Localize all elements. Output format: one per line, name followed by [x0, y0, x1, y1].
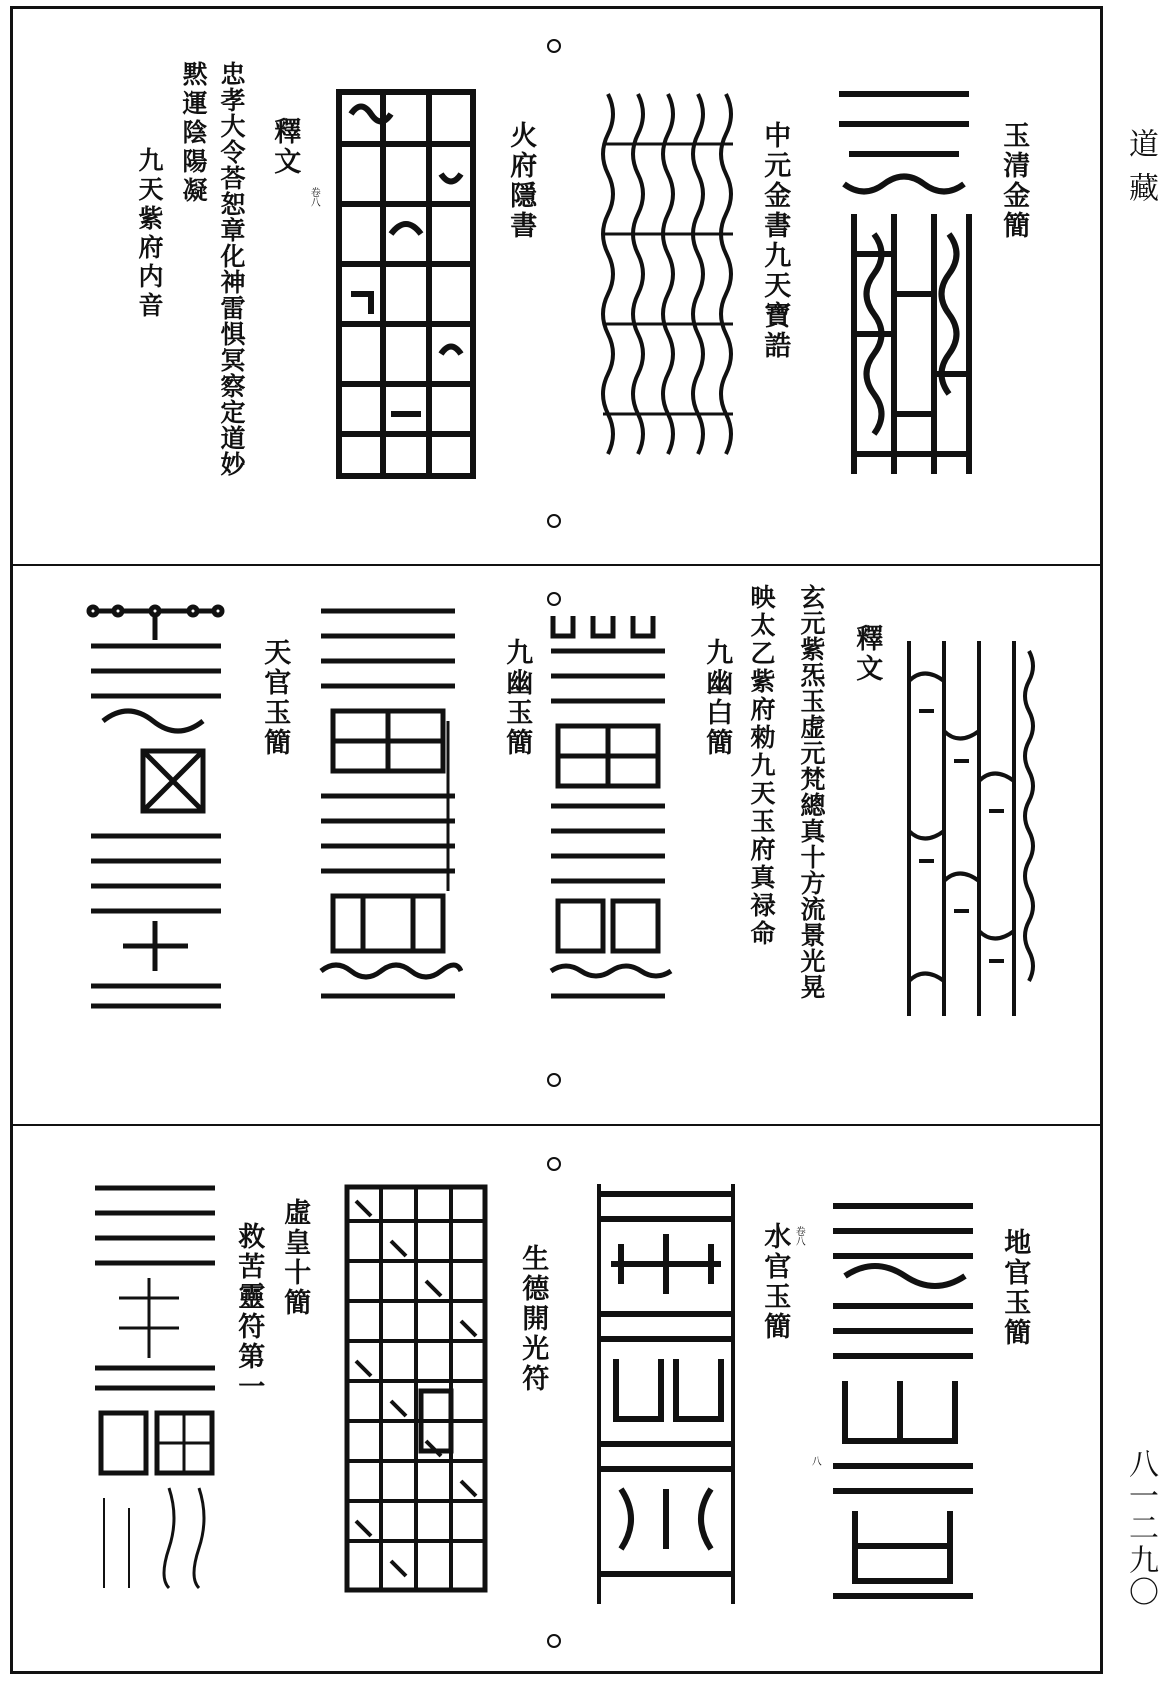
- binding-hole: [547, 1073, 561, 1087]
- title-huofu-yinshu: 火府隱書: [505, 121, 537, 241]
- panel-bottom: [13, 1124, 1100, 1671]
- shiwen-text-line-1: 玄元紫炁玉虚元梵總真十方流景光晃: [797, 584, 826, 1000]
- shiwen-text-line-1: 忠孝大令荅恕章化神雷惧冥察定道妙: [217, 61, 246, 477]
- talisman-shuiguan: [591, 1174, 741, 1604]
- title-diguan-yujian: 地官玉簡: [999, 1228, 1031, 1348]
- talisman-zhongyuan: [598, 84, 738, 484]
- talisman-yuanshi: [899, 631, 1039, 1026]
- title-shuiguan-yujian: 水官玉簡: [759, 1222, 791, 1342]
- shiwen-text-line-3: 九天紫府内音: [135, 147, 164, 321]
- talisman-jiuyou: [543, 606, 673, 1006]
- shiwen-heading: 釋文: [851, 624, 883, 684]
- title-jiuku-lingfu: 救苦靈符第一: [233, 1222, 265, 1402]
- talisman-shengde: [341, 1181, 491, 1596]
- small-note: 卷八: [793, 1226, 805, 1246]
- shiwen-heading: 釋文: [269, 117, 301, 177]
- title-jiuyou-yujian: 九幽玉簡: [501, 638, 533, 758]
- binding-hole: [547, 592, 561, 606]
- page-frame: [10, 6, 1103, 1674]
- shiwen-text-line-2: 映太乙紫府勑九天玉府真禄命: [747, 584, 776, 948]
- title-yuqing-jinjian: 玉清金簡: [998, 121, 1030, 241]
- shiwen-text-line-2: 黙運陰陽凝: [179, 61, 208, 206]
- binding-hole: [547, 514, 561, 528]
- title-xuhuang-shijian: 虛皇十簡: [279, 1198, 311, 1318]
- panel-top: [13, 9, 1100, 564]
- talisman-yuqing: [829, 84, 979, 494]
- talisman-diguan: [825, 1196, 980, 1606]
- binding-hole: [547, 39, 561, 53]
- title-jiuyou-baijian: 九幽白簡: [701, 638, 733, 758]
- binding-hole: [547, 1634, 561, 1648]
- talisman-huofu: [331, 84, 481, 484]
- title-tianguan-yujian: 天官玉簡: [259, 638, 291, 758]
- mark-ba: 八: [809, 1456, 821, 1466]
- small-note: 卷八: [308, 187, 320, 207]
- margin-page-number: 八一二九〇: [1123, 1448, 1158, 1608]
- binding-hole: [547, 1157, 561, 1171]
- talisman-jiuyou-yu: [313, 601, 463, 1011]
- talisman-tianguan: [83, 601, 228, 1011]
- title-zhongyuan-jinshu: 中元金書九天寶誥: [759, 121, 791, 361]
- title-shengde-kaiguangfu: 生德開光符: [517, 1244, 549, 1394]
- margin-collection-title: 道藏: [1123, 128, 1158, 216]
- panel-middle: [13, 564, 1100, 1124]
- talisman-xuhuang: [89, 1178, 224, 1598]
